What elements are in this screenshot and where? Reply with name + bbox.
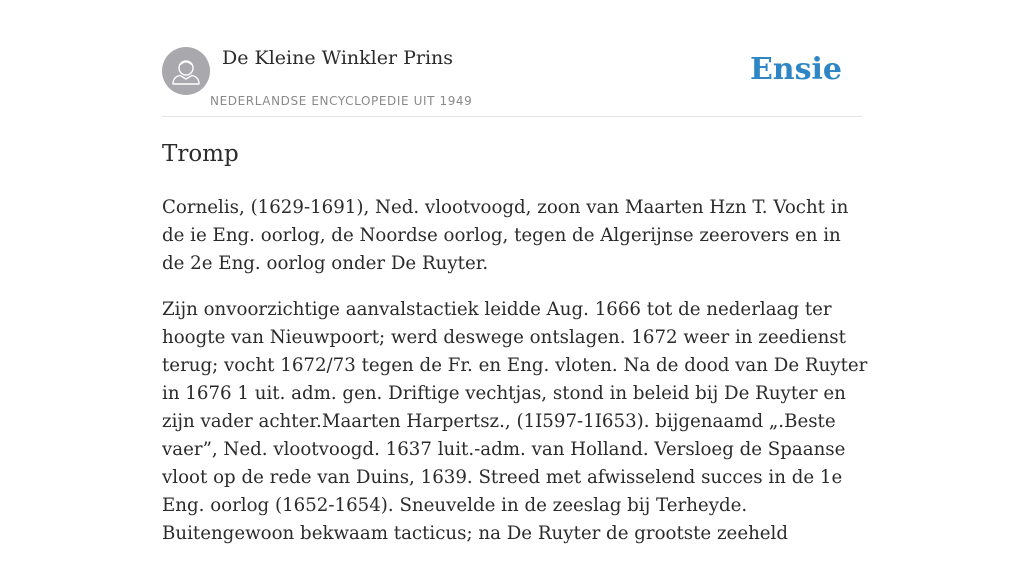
article-paragraph: Zijn onvoorzichtige aanvalstactiek leidde Aug. 1666 tot de nederlaag ter hoogte van Nieuwpoort; werd deswege ontslagen. 1672 weer in zeedienst terug; vocht 1672/73 tegen de Fr. en Eng. vloten. Na de dood van De Ruyter in 1676 1 uit. adm. gen. Driftige vechtjas, stond in beleid bij De Ruyter en zijn vader achter.Maarten Harpertsz., (1I597-1I653). bijgenaamd „.Beste vaer”, Ned. vlootvoogd. 1637 luit.-adm. van Holland. Versloeg de Spaanse vloot op de rede van Duins, 1639. Streed met afwisselend succes in de 1e Eng. oorlog (1652-1654). Sneuvelde in de zeeslag bij Terheyde. Buitengewoon bekwaam tacticus; na De Ruyter de grootste zeeheld [162,299,868,544]
header [162,46,862,117]
article [162,138,868,566]
source-subtitle: NEDERLANDSE ENCYCLOPEDIE UIT 1949 [210,94,473,108]
article-title: Tromp [162,141,239,167]
user-icon [162,47,210,95]
article-paragraph: Cornelis, (1629-1691), Ned. vlootvoogd, zoon van Maarten Hzn T. Vocht in de ie Eng. oorlog, de Noordse oorlog, tegen de Algerijnse zeerovers en in de 2e Eng. oorlog onder De Ruyter. [162,197,849,274]
brand-logo-link[interactable]: Ensie [749,52,842,87]
avatar[interactable] [162,47,210,95]
source-title[interactable]: De Kleine Winkler Prins [222,47,454,69]
